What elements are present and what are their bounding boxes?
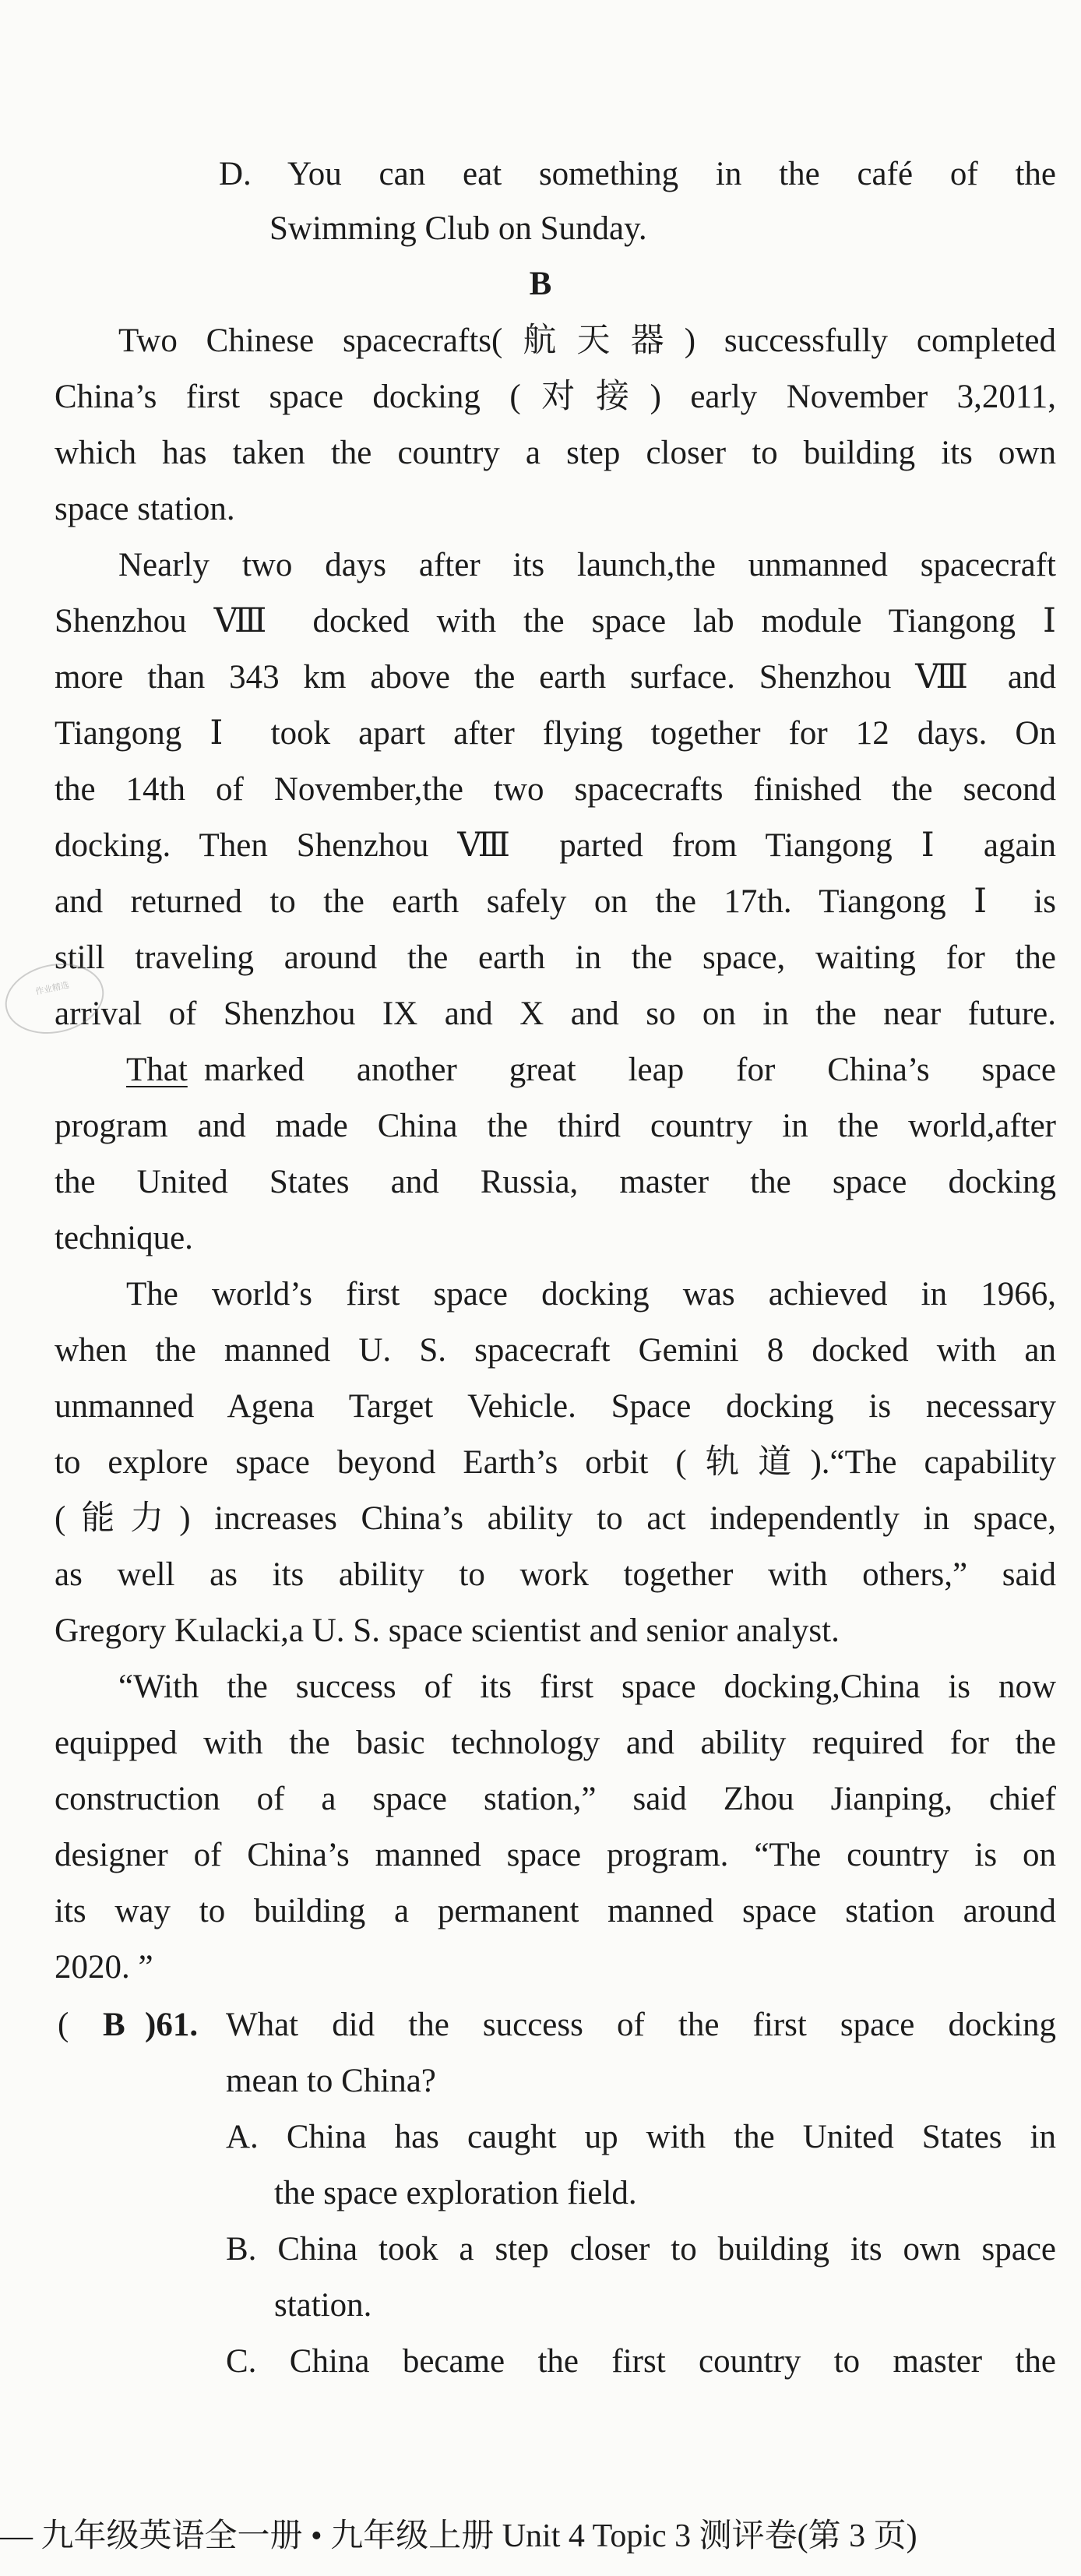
passage-line: unmanned Agena Target Vehicle. Space docking is necessary <box>55 1388 1056 1425</box>
option-d-line-2: Swimming Club on Sunday. <box>269 210 647 247</box>
section-label: B <box>529 266 552 302</box>
passage-line: Tiangong Ⅰ took apart after flying together for 12 days. On <box>55 715 1056 752</box>
question-text-line-2: mean to China? <box>226 2063 436 2099</box>
passage-line: program and made China the third country in the world,after <box>55 1108 1056 1144</box>
passage-line: Nearly two days after its launch,the unmanned spacecraft <box>118 547 1056 583</box>
option-a-line-2: the space exploration field. <box>274 2175 637 2211</box>
passage-line: equipped with the basic technology and ability required for the <box>55 1725 1056 1761</box>
question-open-paren: ( <box>58 2007 69 2043</box>
option-c-line-1: C. China became the first country to master the <box>226 2343 1056 2380</box>
passage-line: and returned to the earth safely on the 17th. Tiangong Ⅰ is <box>55 883 1056 920</box>
option-d-line-1: D. You can eat something in the café of the <box>219 156 1056 192</box>
passage-line: China’s first space docking (对接) early November 3,2011, <box>55 379 1056 415</box>
question-text-line-1: What did the success of the first space docking <box>226 2007 1056 2043</box>
passage-line: marked another great leap for China’s space <box>204 1052 1056 1088</box>
passage-line: the 14th of November,the two spacecrafts finished the second <box>55 771 1056 808</box>
passage-line: The world’s first space docking was achieved in 1966, <box>126 1276 1056 1313</box>
passage-line: (能力) increases China’s ability to act independently in space, <box>55 1500 1056 1537</box>
that-word: That <box>126 1052 188 1088</box>
passage-line: Gregory Kulacki,a U. S. space scientist and senior analyst. <box>55 1612 840 1649</box>
passage-line: 2020. ” <box>55 1949 153 1986</box>
option-b-line-1: B. China took a step closer to building its own space <box>226 2231 1056 2268</box>
passage-line: its way to building a permanent manned space station around <box>55 1893 1056 1929</box>
passage-line: designer of China’s manned space program. “The country is on <box>55 1837 1056 1873</box>
option-b-line-2: station. <box>274 2287 372 2324</box>
passage-line: to explore space beyond Earth’s orbit (轨道).“The capability <box>55 1444 1056 1481</box>
passage-line: Shenzhou Ⅷ docked with the space lab module Tiangong Ⅰ <box>55 603 1056 640</box>
watermark-stamp: 作业精选 <box>0 955 111 1043</box>
passage-line: which has taken the country a step closer to building its own <box>55 435 1056 471</box>
passage-line: construction of a space station,” said Zhou Jianping, chief <box>55 1781 1056 1817</box>
passage-line: arrival of Shenzhou IX and X and so on in the near future. <box>55 996 1056 1032</box>
passage-line: docking. Then Shenzhou Ⅷ parted from Tiangong Ⅰ again <box>55 827 1056 864</box>
passage-line: as well as its ability to work together with others,” said <box>55 1556 1056 1593</box>
passage-line: the United States and Russia, master the space docking <box>55 1164 1056 1200</box>
passage-line: when the manned U. S. spacecraft Gemini 8 docked with an <box>55 1332 1056 1369</box>
passage-line: “With the success of its first space docking,China is now <box>118 1669 1056 1705</box>
passage-line: more than 343 km above the earth surface. Shenzhou Ⅷ and <box>55 659 1056 696</box>
passage-line: Two Chinese spacecrafts(航天器) successfully completed <box>118 322 1056 359</box>
passage-line: technique. <box>55 1220 193 1256</box>
passage-line: space station. <box>55 491 235 527</box>
question-number: )61. <box>145 2007 199 2043</box>
option-a-line-1: A. China has caught up with the United States in <box>226 2119 1056 2155</box>
question-answer: B <box>103 2007 125 2043</box>
passage-line: still traveling around the earth in the space, waiting for the <box>55 939 1056 976</box>
page-footer: — 九年级英语全一册 • 九年级上册 Unit 4 Topic 3 测评卷(第 3 页) <box>0 2518 917 2554</box>
